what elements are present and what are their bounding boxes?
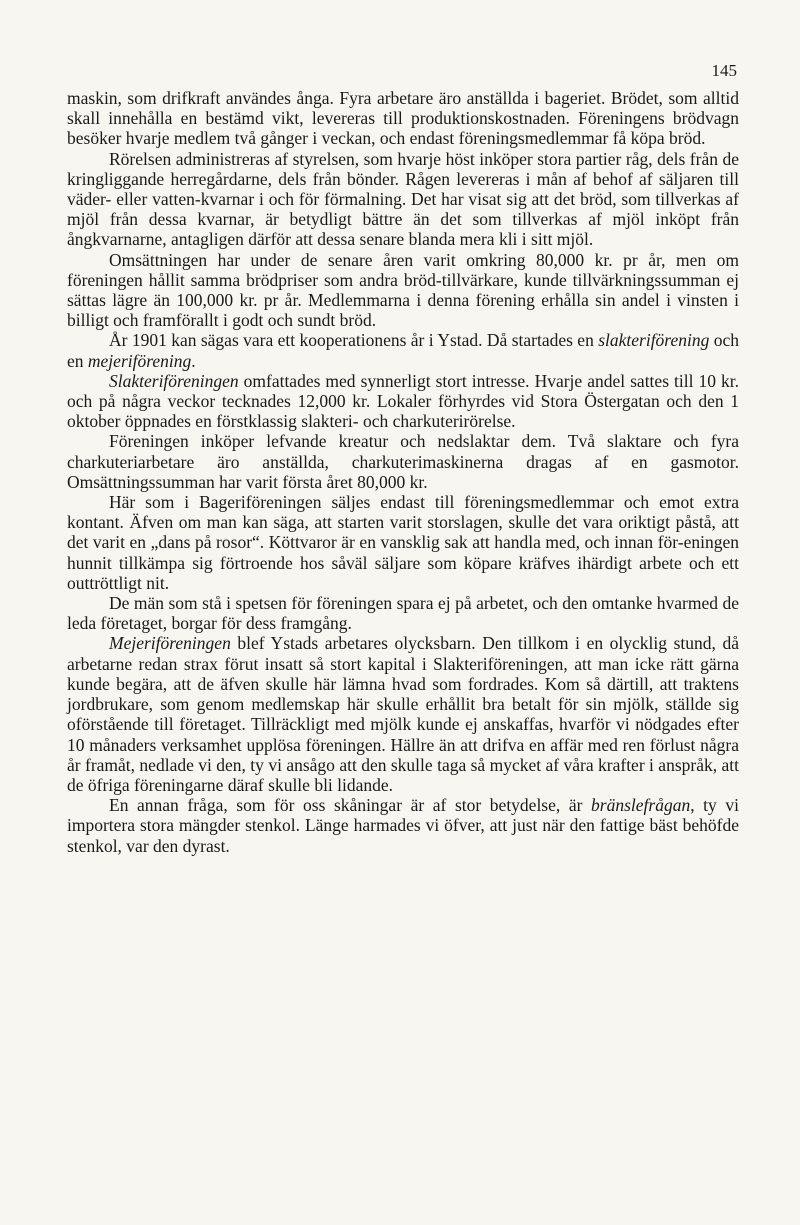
text-run: och en [67,330,740,371]
paragraph [67,88,739,149]
text-run: De män som stå i spetsen för föreningen spara ej på arbetet, och den omtanke hvarmed de leda företaget, borgar för dess framgång. [67,593,739,634]
paragraph [67,250,739,331]
body-text [67,88,739,856]
paragraph [67,371,739,432]
text-run: . [191,350,196,371]
italic-term: Slakteriföreningen [109,370,239,391]
text-run: Här som i Bageriföreningen säljes endast till föreningsmedlemmar och emot extra kontant. Äfven om man kan säga, att starten varit storslagen, skulle det vara oriktigt påstå, att det varit en „dans på rosor“. Köttvaror är en vansklig sak att handla med, och innan för-eningen hunnit tillkämpa sig förtroende hos såväl säljare som köpare kräfves ihärdigt arbete och ett outtröttligt nit. [67,492,739,593]
text-run: omfattades med synnerligt stort intresse. Hvarje andel sattes till 10 kr. och på några veckor tecknades 12,000 kr. Lokaler förhyrdes vid Stora Östergatan och den 1 oktober öppnades en förstklassig slakteri- och charkuterirörelse. [67,370,739,432]
paragraph [67,593,739,633]
paragraph [67,330,739,370]
italic-term: slakteriförening [598,330,710,351]
paragraph [67,431,739,492]
italic-term: mejeriförening [87,350,192,371]
text-run: En annan fråga, som för oss skåningar är af stor betydelse, är [109,795,592,816]
text-run: Rörelsen administreras af styrelsen, som hvarje höst inköper stora partier råg, dels från de kringliggande herregårdarne, dels från bönder. Rågen levereras i mån af behof af säljaren till väder- eller vatten-kvarnar i och för förmalning. Det har visat sig att det bröd, som tillverkas af mjöl från dessa kvarnar, är betydligt bättre än det som tillverkas af mjöl inköpt från ångkvarnarne, antagligen därför att dessa senare blanda mera kli i sitt mjöl. [67,148,739,250]
paragraph [67,492,739,593]
text-run: Omsättningen har under de senare åren varit omkring 80,000 kr. pr år, men om föreningen hållit samma brödpriser som andra bröd-tillvärkare, kunde tillvärkningssumman ej sättas lägre än 100,000 kr. pr år. Medlemmarna i denna förening erhålla sin andel i vinsten i billigt och framförallt i godt och sundt bröd. [67,249,739,331]
text-run: , ty vi importera stora mängder stenkol. Länge harmades vi öfver, att just när den fattige bäst behöfde stenkol, var den dyrast. [67,795,739,856]
text-run: blef Ystads arbetares olycksbarn. Den tillkom i en olycklig stund, då arbetarne redan strax förut insatt så stort kapital i Slakteriföreningen, att man icke rätt gärna kunde begära, att de äfven skulle här lämna hvad som fordrades. Kom så därtill, att traktens jordbrukare, som genom medlemskap här skulle erhållit bra betalt för sin mjölk, ställde sig oförstående till företaget. Tillräckligt med mjölk kunde ej anskaffas, hvarför vi nödgades efter 10 månaders verksamhet upplösa föreningen. Hällre än att drifva en affär med ren förlust några år framåt, nedlade vi den, ty vi ansågo att den skulle taga så mycket af våra krafter i anspråk, att de öfriga föreningarne däraf skulle bli lidande. [67,633,739,795]
italic-term: bränslefrågan [591,795,691,816]
text-run: maskin, som drifkraft användes ånga. Fyra arbetare äro anställda i bageriet. Brödet, som alltid skall innehålla en bestämd vikt, levereras till produktionskostnaden. Föreningens brödvagn besöker hvarje medlem två gånger i veckan, och endast föreningsmedlemmar få köpa bröd. [67,88,739,149]
page-number: 145 [711,61,737,80]
book-page [67,60,739,856]
paragraph [67,633,739,795]
paragraph [67,795,739,856]
text-run: Föreningen inköper lefvande kreatur och nedslaktar dem. Två slaktare och fyra charkuteriarbetare äro anställda, charkuterimaskinerna dragas af en gasmotor. Omsättningssumman har varit första året 80,000 kr. [67,431,739,492]
paragraph [67,149,739,250]
italic-term: Mejeriföreningen [109,633,231,654]
text-run: År 1901 kan sägas vara ett kooperationens år i Ystad. Då startades en [109,330,599,351]
